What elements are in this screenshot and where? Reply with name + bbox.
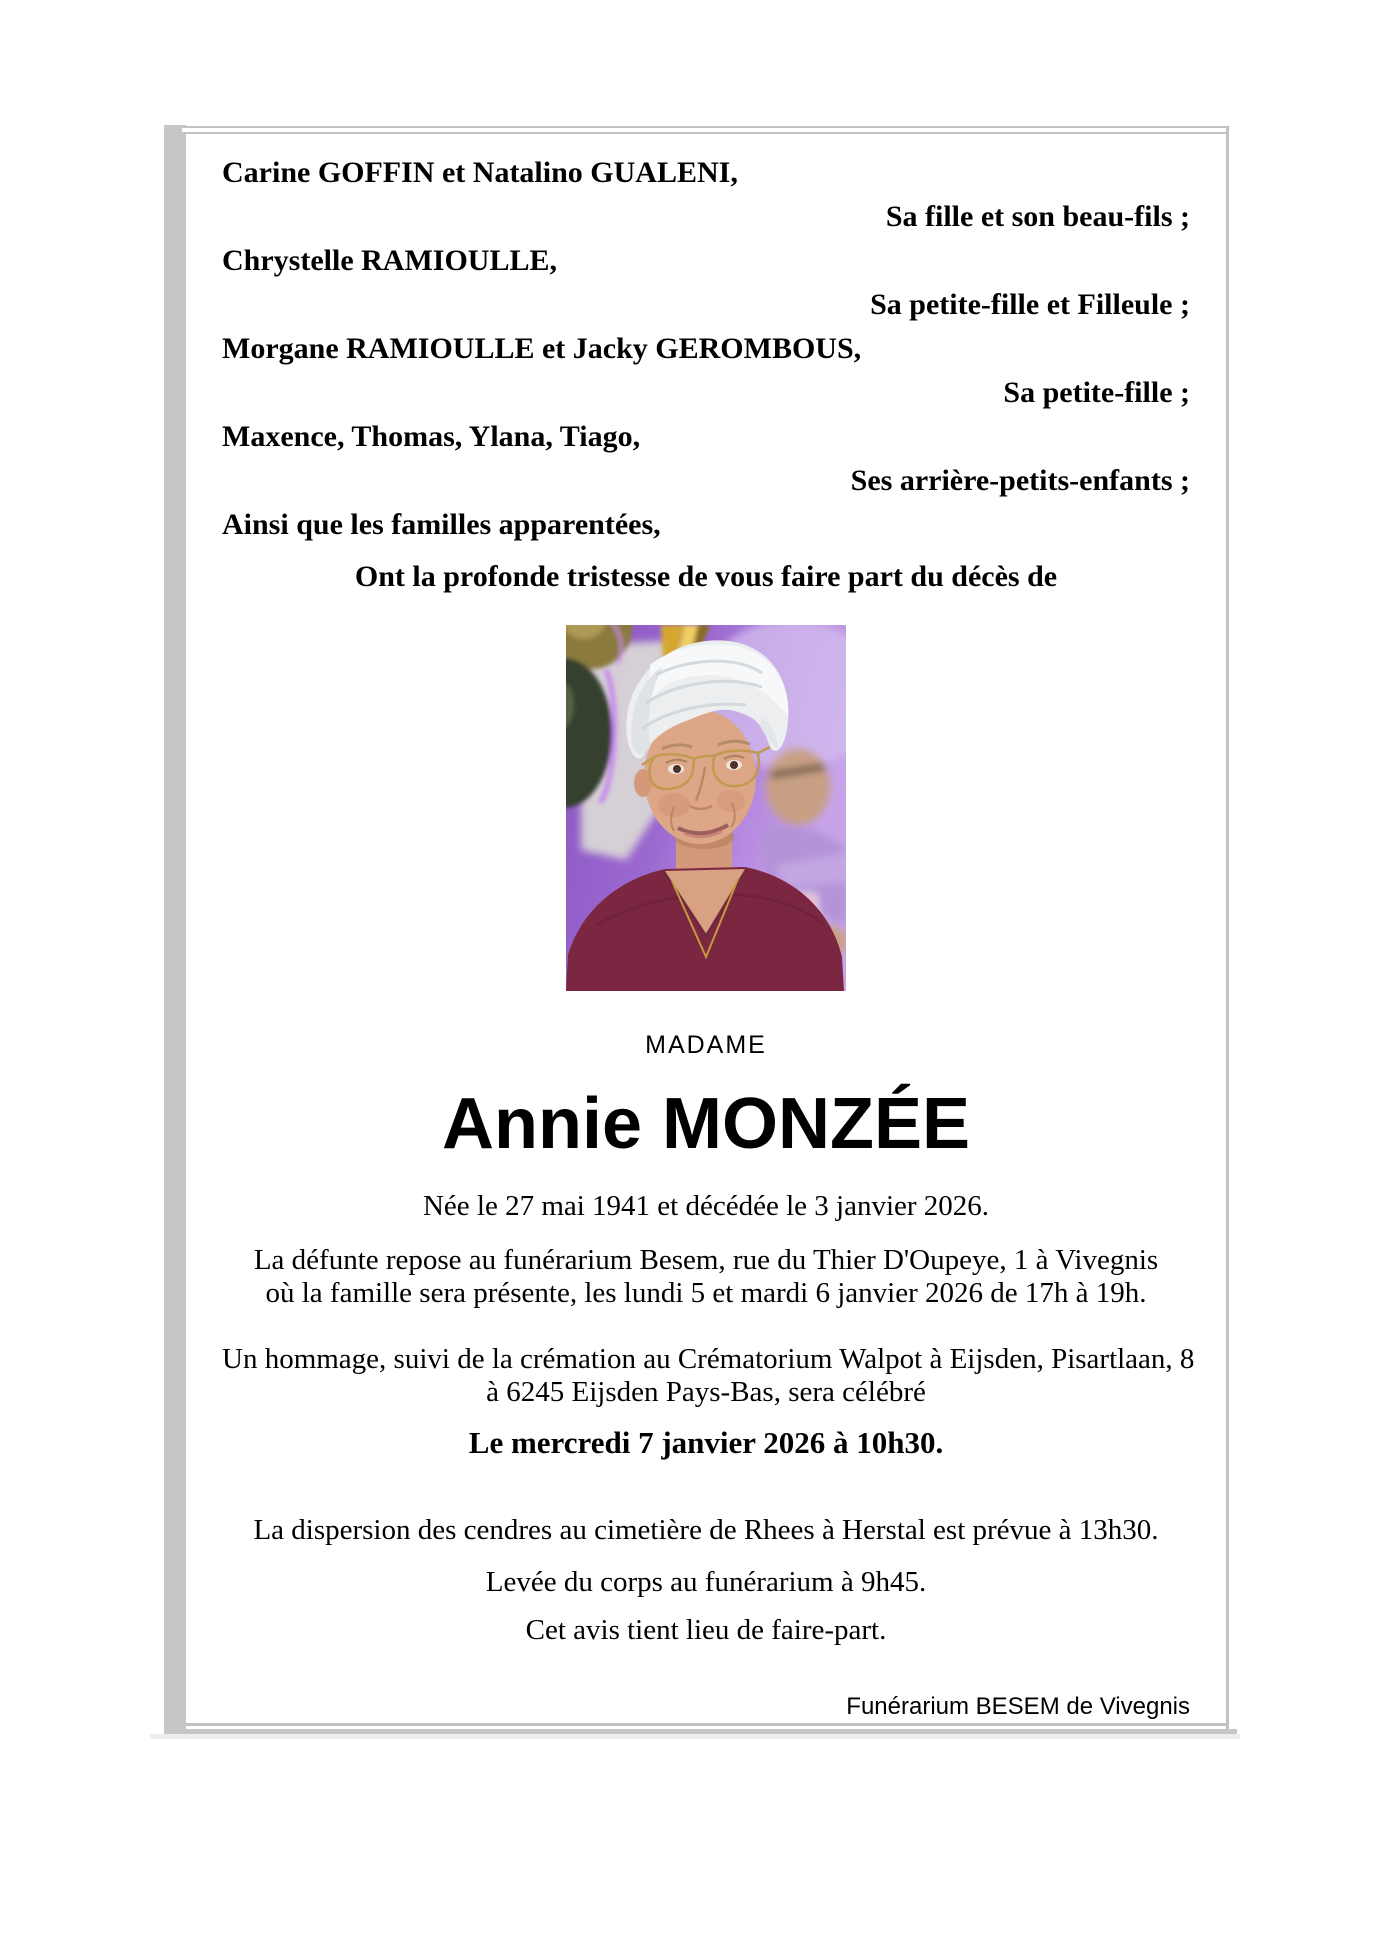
relation-line: Sa petite-fille et Filleule ; (870, 288, 1190, 321)
relation-line: Sa petite-fille ; (1003, 376, 1190, 409)
family-name-line: Carine GOFFIN et Natalino GUALENI, (222, 156, 738, 189)
portrait-photo-art (566, 625, 846, 991)
deceased-name: Annie MONZÉE (441, 1084, 970, 1164)
frame-left-shadow (164, 125, 186, 1734)
title-madame: MADAME (645, 1031, 767, 1059)
avis-line: Cet avis tient lieu de faire-part. (525, 1614, 887, 1646)
relation-line: Sa fille et son beau-fils ; (885, 200, 1190, 233)
frame-bottom-faint-band (150, 1734, 1240, 1739)
hommage-line-1: Un hommage, suivi de la crémation au Crématorium Walpot à Eijsden, Pisartlaan, 8 (222, 1343, 1195, 1375)
funeral-home-signature: Funérarium BESEM de Vivegnis (846, 1693, 1190, 1720)
repose-line-1: La défunte repose au funérarium Besem, rue du Thier D'Oupeye, 1 à Vivegnis (253, 1244, 1159, 1276)
hommage-line-2: à 6245 Eijsden Pays-Bas, sera célébré (486, 1376, 926, 1408)
levee-line: Levée du corps au funérarium à 9h45. (485, 1566, 927, 1598)
families-line: Ainsi que les familles apparentées, (222, 508, 661, 541)
family-name-line: Maxence, Thomas, Ylana, Tiago, (222, 420, 641, 453)
announcement-line: Ont la profonde tristesse de vous faire part du décès de (354, 560, 1058, 593)
dispersion-line: La dispersion des cendres au cimetière de Rhees à Herstal est prévue à 13h30. (253, 1514, 1159, 1546)
frame-right-border (1226, 126, 1229, 1729)
family-name-line: Morgane RAMIOULLE et Jacky GEROMBOUS, (222, 332, 862, 365)
dates-line: Née le 27 mai 1941 et décédée le 3 janvier 2026. (422, 1190, 990, 1222)
repose-line-2: où la famille sera présente, les lundi 5 et mardi 6 janvier 2026 de 17h à 19h. (265, 1277, 1147, 1309)
ceremony-date-line: Le mercredi 7 janvier 2026 à 10h30. (468, 1425, 944, 1460)
family-name-line: Chrystelle RAMIOULLE, (222, 244, 557, 277)
portrait-photo (566, 625, 846, 991)
relation-line: Ses arrière-petits-enfants ; (850, 464, 1190, 497)
frame-bottom-border (186, 1723, 1229, 1726)
notice-content (186, 131, 1226, 1723)
